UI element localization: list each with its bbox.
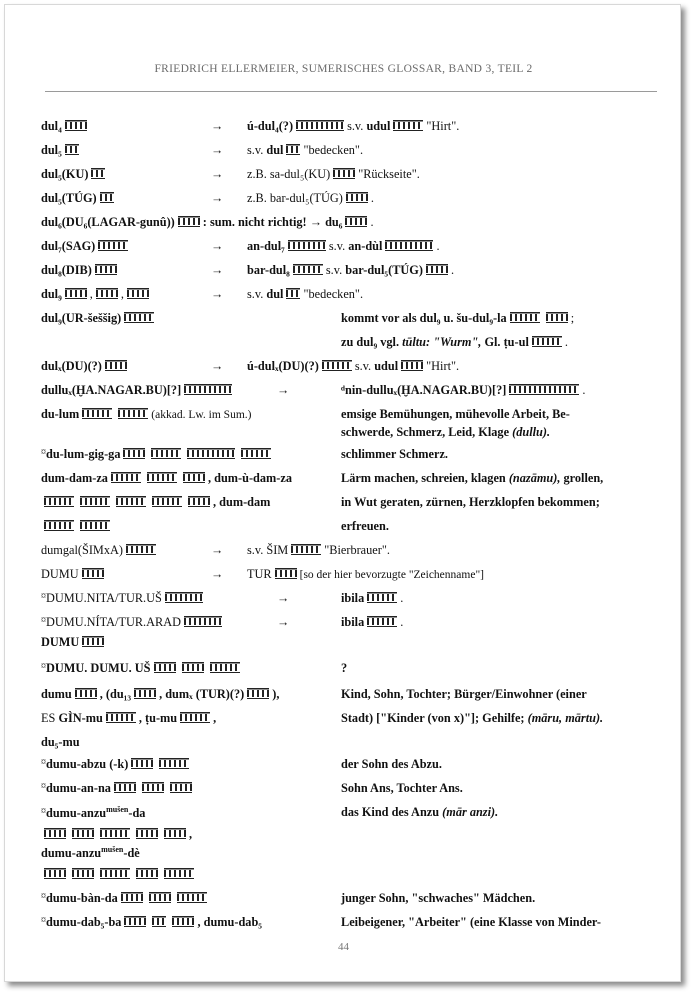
punct: ; xyxy=(570,311,575,325)
cuneiform-sign xyxy=(124,916,146,927)
entry-row xyxy=(5,661,682,683)
cuneiform-sign xyxy=(151,448,181,459)
cuneiform-sign xyxy=(134,688,156,699)
entry-row xyxy=(5,447,682,469)
lemma: DUMU. DUMU. UŠ xyxy=(46,661,151,675)
cuneiform-sign xyxy=(346,192,368,203)
note: zu dul₉ vgl. xyxy=(341,335,400,349)
cuneiform-sign xyxy=(184,384,232,395)
akkadian: ibila xyxy=(341,591,365,605)
lemma: dumgal(ŠIMxA) xyxy=(41,543,123,557)
punct: . xyxy=(370,191,374,205)
cuneiform-sign xyxy=(91,168,105,179)
lemma: dumu-an-na xyxy=(46,781,111,795)
gloss: Lärm machen, schreien, klagen xyxy=(341,471,506,485)
lemma: dum-dam-za xyxy=(41,471,108,485)
cuneiform-sign xyxy=(80,520,110,531)
punct: . xyxy=(436,239,440,253)
cuneiform-sign xyxy=(152,916,166,927)
entry-mark: ¤ xyxy=(41,661,46,672)
cuneiform-sign xyxy=(44,496,74,507)
form: sa-dul₅(KU) xyxy=(269,167,331,181)
gloss: der Sohn des Abzu. xyxy=(341,757,442,771)
page-number: 44 xyxy=(338,941,349,953)
cuneiform-sign xyxy=(165,592,203,603)
lemma: dumu-bàn-da xyxy=(46,891,118,905)
entry-row xyxy=(5,867,682,889)
cuneiform-sign xyxy=(118,408,148,419)
gloss-ref: Gl. ṭu-ul xyxy=(484,335,529,349)
form: ᵈnin-dulluₓ(ḪA.NAGAR.BU)[?] xyxy=(341,383,507,397)
lemma: DUMU xyxy=(41,635,80,649)
cuneiform-sign xyxy=(532,336,562,347)
punct: . xyxy=(564,335,568,349)
gloss: Sohn Ans, Tochter Ans. xyxy=(341,781,463,795)
gloss: Stadt) ["Kinder (von x)"]; Gehilfe; xyxy=(341,711,525,725)
cuneiform-sign xyxy=(95,264,117,275)
ref-lemma: du₆ xyxy=(325,215,343,229)
entry-row xyxy=(5,335,682,357)
entry-row xyxy=(5,167,682,189)
lemma: du-lum xyxy=(41,407,80,421)
lemma: dul₅ xyxy=(41,143,62,157)
cuneiform-sign xyxy=(82,636,104,647)
entry-row xyxy=(5,711,682,733)
entry-row xyxy=(5,359,682,381)
entry-row: dul₉ , , → s.v. dul "bedecken". xyxy=(41,287,364,301)
ref: s.v. xyxy=(347,119,364,133)
akkadian: tūltu: "Wurm", xyxy=(402,335,482,349)
cuneiform-sign xyxy=(44,520,74,531)
cuneiform-sign xyxy=(123,448,145,459)
cuneiform-sign xyxy=(100,868,130,879)
akkadian: ibila xyxy=(341,615,365,629)
ref: z.B. xyxy=(247,167,267,181)
cuneiform-sign xyxy=(164,868,194,879)
entry-row xyxy=(5,635,682,657)
note: [so der hier bevorzugte "Zeichenname"] xyxy=(299,569,484,581)
ref: s.v. xyxy=(247,543,264,557)
cuneiform-sign xyxy=(131,758,153,769)
arrow: → xyxy=(211,543,224,557)
entry-row xyxy=(5,263,682,285)
akkadian: (nazāmu), xyxy=(508,471,561,485)
entry-mark: ¤ xyxy=(41,781,46,792)
lemma: dumu xyxy=(41,687,72,701)
arrow: → xyxy=(277,591,290,605)
lemma: , dum-ù-dam-za xyxy=(207,471,292,485)
lemma: dul₈(DIB) xyxy=(41,263,92,277)
cuneiform-sign xyxy=(177,892,207,903)
cuneiform-sign xyxy=(183,472,205,483)
gloss: schlimmer Schmerz. xyxy=(341,447,448,461)
cuneiform-sign xyxy=(291,544,321,555)
cuneiform-sign xyxy=(210,662,240,673)
entry-row xyxy=(5,591,682,613)
cuneiform-sign xyxy=(170,782,192,793)
gloss: schwerde, Schmerz, Leid, Klage xyxy=(341,425,510,439)
punct: . xyxy=(582,383,586,397)
cuneiform-sign xyxy=(393,120,423,131)
lemma: , ṭu-mu xyxy=(138,711,178,725)
entry-row xyxy=(5,915,682,937)
cuneiform-sign xyxy=(96,288,118,299)
cuneiform-sign xyxy=(126,544,156,555)
entry-mark: ¤ xyxy=(41,806,46,818)
note: : sum. nicht richtig! → xyxy=(202,215,322,229)
ref-lemma: dul xyxy=(266,287,284,301)
cuneiform-sign xyxy=(44,868,66,879)
entry-row xyxy=(5,239,682,261)
cuneiform-sign xyxy=(142,782,164,793)
cuneiform-sign xyxy=(100,192,114,203)
gloss: "Hirt". xyxy=(426,119,460,133)
lemma: GÌN-mu xyxy=(58,711,103,725)
lemma: dumu-anzu xyxy=(41,846,102,861)
punct: . xyxy=(450,263,455,277)
cuneiform-sign xyxy=(44,828,66,839)
form: an-dul₇ xyxy=(247,239,285,253)
note: (akkad. Lw. im Sum.) xyxy=(151,409,252,421)
cuneiform-sign xyxy=(385,240,433,251)
lemma: DUMU.NITA/TUR.UŠ xyxy=(46,591,162,605)
ref-lemma: bar-dul₅(TÚG) xyxy=(345,263,423,277)
lemma-suffix: -da xyxy=(128,806,146,821)
ref: s.v. xyxy=(325,263,343,277)
lemma: dumu-dab₅-ba xyxy=(46,915,122,929)
gloss: das Kind des Anzu xyxy=(341,805,440,819)
gloss: Leibeigener, "Arbeiter" (eine Klasse von Minder- xyxy=(341,915,601,929)
lemma: dulₓ(DU)(?) xyxy=(41,359,102,373)
ref-lemma: udul xyxy=(366,119,391,133)
entry-row xyxy=(5,215,682,237)
arrow: → xyxy=(211,167,224,181)
lemma: dul₆(DU₆(LAGAR-gunû)) xyxy=(41,215,175,229)
cuneiform-sign xyxy=(546,312,568,323)
cuneiform-sign xyxy=(82,568,104,579)
cuneiform-sign xyxy=(65,288,87,299)
entry-row xyxy=(5,471,682,493)
entry-mark: ¤ xyxy=(41,915,46,926)
cuneiform-sign xyxy=(345,216,367,227)
cuneiform-sign xyxy=(296,120,344,131)
gloss: "Hirt". xyxy=(426,359,460,373)
punct: , xyxy=(213,711,217,725)
lemma: dumu-abzu (-k) xyxy=(46,757,129,771)
cuneiform-sign xyxy=(152,496,182,507)
punct: , xyxy=(189,827,193,841)
cuneiform-sign xyxy=(180,712,210,723)
akkadian: (mār anzi). xyxy=(442,805,499,819)
cuneiform-sign xyxy=(510,312,540,323)
entry-row xyxy=(5,891,682,913)
cuneiform-sign xyxy=(154,662,176,673)
ref: s.v. xyxy=(247,287,264,301)
entry-row xyxy=(5,119,682,141)
form: bar-dul₈ xyxy=(247,263,290,277)
cuneiform-sign xyxy=(293,264,323,275)
cuneiform-sign xyxy=(149,892,171,903)
gloss: grollen, xyxy=(563,471,604,485)
cuneiform-sign xyxy=(286,144,300,155)
determinative: mušen xyxy=(101,845,124,854)
lemma: DUMU.NÍTA/TUR.ARAD xyxy=(46,615,181,629)
cuneiform-sign xyxy=(106,712,136,723)
gloss: in Wut geraten, zürnen, Herzklopfen bekommen; xyxy=(341,495,600,509)
cuneiform-sign xyxy=(322,360,352,371)
arrow: → xyxy=(211,287,224,301)
lemma: dul₇(SAG) xyxy=(41,239,96,253)
ref-lemma: udul xyxy=(374,359,399,373)
entry-mark: ¤ xyxy=(41,891,46,902)
form: bar-dul₅(TÚG) xyxy=(269,191,343,205)
lemma-suffix: -dè xyxy=(123,846,140,861)
lemma: dul₉(UR-šeššig) xyxy=(41,311,122,325)
lemma: , (du₁₃ xyxy=(99,687,132,701)
cuneiform-sign xyxy=(72,868,94,879)
cuneiform-sign xyxy=(127,288,149,299)
cuneiform-sign xyxy=(65,144,79,155)
entry-mark: ¤ xyxy=(41,757,46,768)
arrow: → xyxy=(277,383,290,397)
ref: z.B. xyxy=(247,191,267,205)
arrow: → xyxy=(211,143,224,157)
document-page xyxy=(4,4,681,982)
ref: s.v. xyxy=(354,359,372,373)
cuneiform-sign xyxy=(136,828,158,839)
cuneiform-sign xyxy=(426,264,448,275)
punct: . xyxy=(400,615,404,629)
punct: ), xyxy=(272,687,280,701)
entry-row xyxy=(5,735,682,757)
akkadian: (dullu). xyxy=(512,425,551,439)
gloss: "Bierbrauer". xyxy=(324,543,390,557)
entry-row xyxy=(5,143,682,165)
cuneiform-sign xyxy=(367,616,397,627)
cuneiform-sign xyxy=(401,360,423,371)
ref-lemma: an-dùl xyxy=(348,239,383,253)
punct: . xyxy=(370,215,374,229)
cuneiform-sign xyxy=(124,312,154,323)
cuneiform-sign xyxy=(241,448,271,459)
cuneiform-sign xyxy=(288,240,326,251)
entry-row xyxy=(5,383,682,405)
cuneiform-sign xyxy=(275,568,297,579)
gloss: "bedecken". xyxy=(303,287,364,301)
lemma: dul₉ xyxy=(41,287,62,301)
ref-lemma: ŠIM xyxy=(266,543,289,557)
ref-lemma: dul xyxy=(266,143,284,157)
cuneiform-sign xyxy=(159,758,189,769)
gloss: ? xyxy=(341,661,348,675)
entry-row xyxy=(5,425,682,447)
entry-row xyxy=(5,757,682,779)
cuneiform-sign xyxy=(82,408,112,419)
ref: s.v. xyxy=(247,143,264,157)
arrow: → xyxy=(211,359,224,373)
gloss: Kind, Sohn, Tochter; Bürger/Einwohner (einer xyxy=(341,687,587,701)
cuneiform-sign xyxy=(111,472,141,483)
lemma: du-lum-gig-ga xyxy=(46,447,121,461)
lemma: dul₅(TÚG) xyxy=(41,191,97,205)
cuneiform-sign xyxy=(100,828,130,839)
entry-row xyxy=(5,781,682,803)
cuneiform-sign xyxy=(188,496,210,507)
lemma: , dum-dam xyxy=(213,495,271,509)
lemma: dul₅(KU) xyxy=(41,167,89,181)
running-header: FRIEDRICH ELLERMEIER, SUMERISCHES GLOSSAR, BAND 3, TEIL 2 xyxy=(154,63,533,75)
lemma: , dumu-dab₅ xyxy=(197,915,262,929)
cuneiform-sign xyxy=(286,288,300,299)
cuneiform-sign xyxy=(187,448,235,459)
cuneiform-sign xyxy=(147,472,177,483)
form: ú-dulₓ(DU)(?) xyxy=(247,359,319,373)
cuneiform-sign xyxy=(136,868,158,879)
gloss: kommt vor als dul₉ u. šu-dul₉-la xyxy=(341,311,507,325)
cuneiform-sign xyxy=(80,496,110,507)
entry-row xyxy=(5,805,682,827)
gloss: junger Sohn, "schwaches" Mädchen. xyxy=(341,891,536,905)
dialect: ES xyxy=(41,711,56,725)
gloss: "Rückseite". xyxy=(358,167,420,181)
form: ú-dul₄(?) xyxy=(247,119,294,133)
entry-mark: ¤ xyxy=(41,447,46,458)
entry-row xyxy=(5,615,682,637)
cuneiform-sign xyxy=(178,216,200,227)
cuneiform-sign xyxy=(333,168,355,179)
arrow: → xyxy=(211,263,224,277)
entry-mark: ¤ xyxy=(41,591,46,602)
cuneiform-sign xyxy=(75,688,97,699)
cuneiform-sign xyxy=(247,688,269,699)
header-rule xyxy=(45,91,657,92)
arrow: → xyxy=(211,191,224,205)
cuneiform-sign xyxy=(105,360,127,371)
arrow: → xyxy=(211,119,224,133)
ref: s.v. xyxy=(328,239,346,253)
lemma: dulluₓ(ḪA.NAGAR.BU)[?] xyxy=(41,383,182,397)
gloss: emsige Bemühungen, mühevolle Arbeit, Be- xyxy=(341,407,570,421)
cuneiform-sign xyxy=(367,592,397,603)
sign-name: DUMU xyxy=(41,567,79,581)
entry-row xyxy=(5,687,682,709)
lemma: du₅-mu xyxy=(41,735,80,749)
cuneiform-sign xyxy=(65,120,87,131)
lemma: , dumₓ (TUR)(?) xyxy=(159,687,245,701)
entry-mark: ¤ xyxy=(41,615,46,626)
cuneiform-sign xyxy=(98,240,128,251)
entry-row xyxy=(5,311,682,333)
cuneiform-sign xyxy=(72,828,94,839)
akkadian: (māru, mārtu). xyxy=(527,711,604,725)
cuneiform-sign xyxy=(182,662,204,673)
cuneiform-sign xyxy=(121,892,143,903)
entry-row xyxy=(5,543,682,565)
entry-row xyxy=(5,519,682,541)
gloss: erfreuen. xyxy=(341,519,389,533)
arrow: → xyxy=(211,567,224,581)
lemma: dul₄ xyxy=(41,119,62,133)
entry-row xyxy=(5,191,682,213)
cuneiform-sign xyxy=(172,916,194,927)
cuneiform-sign xyxy=(164,828,186,839)
arrow: → xyxy=(277,615,290,629)
punct: . xyxy=(400,591,404,605)
sign-name: TUR xyxy=(247,567,272,581)
determinative: mušen xyxy=(106,805,129,814)
cuneiform-sign xyxy=(116,496,146,507)
cuneiform-sign xyxy=(114,782,136,793)
cuneiform-sign xyxy=(184,616,222,627)
lemma: dumu-anzu xyxy=(46,806,107,821)
cuneiform-sign xyxy=(509,384,579,395)
entry-row xyxy=(5,495,682,517)
gloss: "bedecken". xyxy=(303,143,364,157)
arrow: → xyxy=(211,239,224,253)
entry-row xyxy=(5,845,682,867)
entry-row xyxy=(5,567,682,589)
